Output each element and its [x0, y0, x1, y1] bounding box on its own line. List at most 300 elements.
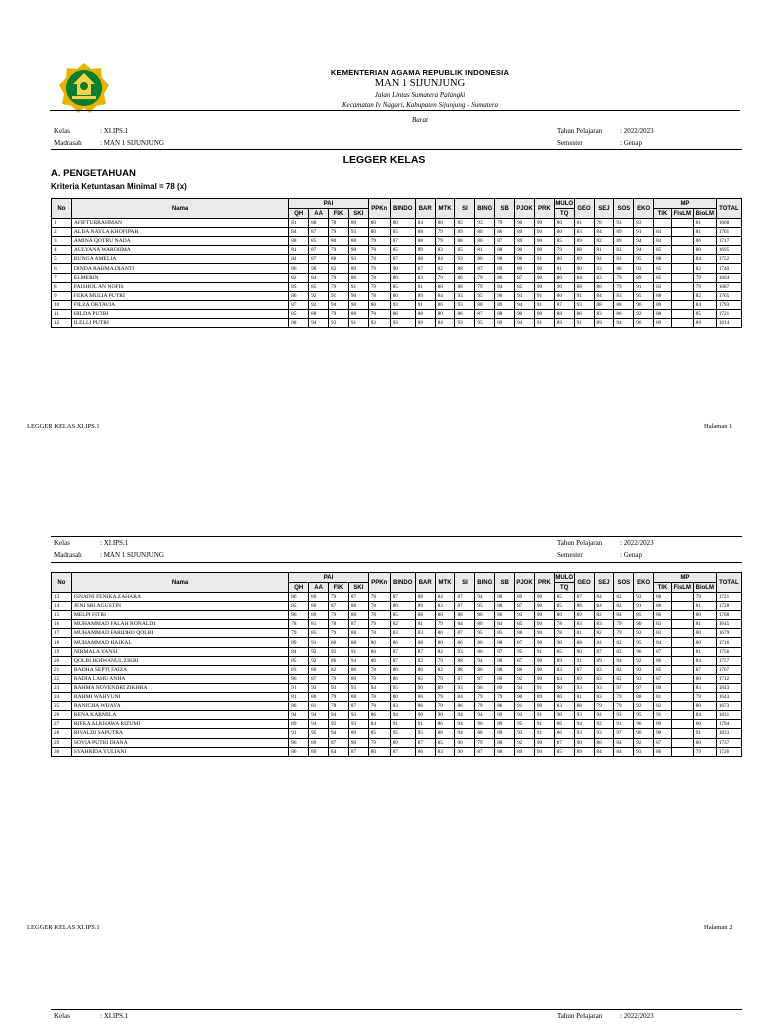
cell-score: 96: [634, 319, 654, 328]
cell-score: 91: [614, 720, 634, 729]
cell-score: 95: [475, 602, 495, 611]
cell-score: 79: [329, 693, 349, 702]
cell-score: 91: [634, 282, 654, 291]
cell-score: 1831: [716, 711, 741, 720]
cell-score: 84: [594, 593, 614, 602]
cell-score: 84: [368, 720, 390, 729]
col-header-ski: SKI: [348, 209, 368, 219]
cell-score: 87: [475, 747, 495, 756]
cell-nama: RADIA LAHU ANHA: [71, 674, 288, 683]
cell-score: 88: [495, 638, 515, 647]
cell-score: 90: [534, 611, 554, 620]
cell-score: 79: [329, 674, 349, 683]
cell-score: 86: [614, 309, 634, 318]
cell-score: 79: [435, 273, 455, 282]
cell-score: 87: [289, 300, 309, 309]
cell-score: 84: [309, 273, 329, 282]
legger-table-page-2: [51, 572, 742, 757]
cell-score: 89: [515, 747, 535, 756]
cell-score: 87: [495, 647, 515, 656]
cell-score: 86: [455, 638, 475, 647]
cell-score: 80: [368, 638, 390, 647]
cell-score: 80: [390, 291, 415, 300]
cell-score: 79: [329, 611, 349, 620]
col-header-mulo: MULO: [555, 574, 574, 581]
cell-score: 81: [574, 693, 594, 702]
cell-score: 88: [495, 665, 515, 674]
cell-score: 85: [693, 309, 716, 318]
cell-score: 93: [329, 647, 349, 656]
cell-score: 94: [515, 300, 535, 309]
cell-score: 90: [348, 291, 368, 300]
cell-score: 88: [495, 747, 515, 756]
col-header-qh: QH: [289, 583, 309, 593]
cell-score: 90: [534, 219, 554, 228]
cell-score: 86: [475, 611, 495, 620]
cell-score: 88: [455, 656, 475, 665]
col-header-ski: SKI: [348, 583, 368, 593]
semester-value-p2: : Genap: [620, 551, 642, 559]
cell-score: [671, 300, 693, 309]
cell-score: 81: [693, 219, 716, 228]
col-header-qh: QH: [289, 209, 309, 219]
table-row: [52, 246, 742, 255]
cell-score: 89: [693, 319, 716, 328]
cell-score: [671, 711, 693, 720]
cell-score: 80: [554, 611, 574, 620]
col-header-ppkn: PPKn: [368, 573, 390, 593]
cell-score: 93: [634, 593, 654, 602]
cell-score: 1721: [716, 309, 741, 318]
cell-score: 78: [368, 693, 390, 702]
table-row: [52, 702, 742, 711]
cell-score: 93: [329, 319, 349, 328]
cell-score: 94: [614, 319, 634, 328]
cell-score: 78: [594, 219, 614, 228]
cell-score: 85: [554, 747, 574, 756]
cell-score: 81: [289, 693, 309, 702]
cell-score: 86: [475, 665, 495, 674]
cell-score: 90: [390, 264, 415, 273]
cell-score: 86: [348, 665, 368, 674]
cell-no: 7: [52, 273, 72, 282]
cell-score: 93: [390, 319, 415, 328]
cell-nama: ELMERIN: [71, 273, 288, 282]
cell-score: 80: [309, 693, 329, 702]
cell-score: [671, 720, 693, 729]
cell-score: 89: [289, 638, 309, 647]
cell-score: 81: [475, 246, 495, 255]
table-row: [52, 291, 742, 300]
cell-score: 95: [475, 629, 495, 638]
cell-score: 90: [455, 738, 475, 747]
cell-score: 78: [368, 273, 390, 282]
cell-score: 86: [475, 647, 495, 656]
cell-score: 85: [435, 738, 455, 747]
cell-score: [671, 319, 693, 328]
cell-score: 94: [634, 246, 654, 255]
cell-nama: RENA KARMILA: [71, 711, 288, 720]
cell-score: 79: [435, 228, 455, 237]
cell-score: 79: [614, 620, 634, 629]
cell-score: 81: [554, 264, 574, 273]
cell-score: 85: [654, 273, 672, 282]
cell-no: 29: [52, 738, 72, 747]
kelas-value-p3: : XI.IPS.1: [100, 1012, 129, 1020]
cell-score: 79: [368, 738, 390, 747]
cell-score: 1793: [716, 300, 741, 309]
cell-score: 87: [348, 702, 368, 711]
cell-score: 80: [368, 219, 390, 228]
cell-score: 83: [594, 665, 614, 674]
cell-score: 92: [634, 656, 654, 665]
cell-score: 93: [455, 319, 475, 328]
col-header-fik: FIK: [329, 209, 349, 219]
cell-score: 84: [594, 602, 614, 611]
cell-score: [671, 309, 693, 318]
cell-score: 79: [329, 273, 349, 282]
cell-score: 91: [329, 291, 349, 300]
table-row: [52, 219, 742, 228]
cell-score: 90: [534, 237, 554, 246]
cell-score: 83: [594, 620, 614, 629]
cell-score: 86: [455, 702, 475, 711]
cell-score: 94: [329, 711, 349, 720]
cell-score: 95: [515, 647, 535, 656]
col-header-total: TOTAL: [716, 573, 741, 593]
cell-score: 91: [289, 729, 309, 738]
cell-score: 89: [574, 747, 594, 756]
cell-score: 89: [515, 593, 535, 602]
cell-score: 88: [455, 665, 475, 674]
cell-score: 84: [693, 711, 716, 720]
cell-score: 91: [515, 702, 535, 711]
cell-score: 93: [455, 255, 475, 264]
cell-score: 88: [348, 602, 368, 611]
cell-score: 80: [693, 246, 716, 255]
cell-score: 88: [415, 593, 435, 602]
table-row: [52, 602, 742, 611]
cell-score: [671, 291, 693, 300]
cell-score: 93: [455, 291, 475, 300]
tahun-value-p3: : 2022/2023: [620, 1012, 654, 1020]
cell-score: 90: [534, 656, 554, 665]
cell-score: 88: [515, 629, 535, 638]
col-header-total: TOTAL: [716, 199, 741, 219]
cell-score: 84: [415, 219, 435, 228]
table-row: [52, 237, 742, 246]
cell-no: 9: [52, 291, 72, 300]
cell-score: 84: [435, 319, 455, 328]
cell-score: 87: [654, 738, 672, 747]
cell-score: 79: [435, 674, 455, 683]
cell-score: [654, 219, 672, 228]
cell-score: 79: [435, 237, 455, 246]
cell-no: 23: [52, 683, 72, 692]
cell-score: 89: [495, 674, 515, 683]
cell-score: 80: [368, 300, 390, 309]
table-row: [52, 228, 742, 237]
col-header-fislm: FisLM: [671, 583, 693, 593]
cell-score: 86: [554, 720, 574, 729]
cell-score: 82: [435, 264, 455, 273]
cell-score: 1708: [716, 611, 741, 620]
col-header-tik: TIK: [654, 209, 672, 219]
cell-score: 90: [574, 264, 594, 273]
cell-score: 84: [693, 255, 716, 264]
cell-score: 87: [390, 647, 415, 656]
cell-score: 83: [554, 702, 574, 711]
cell-score: 93: [614, 711, 634, 720]
cell-score: 87: [495, 237, 515, 246]
col-header-sej: SEJ: [594, 199, 614, 219]
table-row: [52, 611, 742, 620]
cell-score: 86: [495, 702, 515, 711]
cell-score: 90: [415, 683, 435, 692]
cell-score: 86: [348, 273, 368, 282]
cell-score: 80: [475, 255, 495, 264]
table-row: [52, 665, 742, 674]
cell-no: 3: [52, 237, 72, 246]
footer-page-number: Halaman 1: [704, 423, 733, 430]
cell-score: 82: [594, 611, 614, 620]
cell-score: 94: [515, 683, 535, 692]
cell-score: 82: [329, 665, 349, 674]
page-title: LEGGER KELAS: [342, 154, 426, 166]
cell-score: [671, 665, 693, 674]
cell-score: 87: [594, 647, 614, 656]
cell-score: 79: [329, 282, 349, 291]
cell-score: [671, 702, 693, 711]
cell-no: 21: [52, 665, 72, 674]
cell-score: 90: [309, 264, 329, 273]
table-row: [52, 738, 742, 747]
madrasah-label-p2: Madrasah: [54, 551, 82, 559]
cell-score: 79: [614, 693, 634, 702]
cell-score: 79: [693, 747, 716, 756]
cell-score: 1721: [716, 593, 741, 602]
cell-no: 25: [52, 702, 72, 711]
cell-score: 85: [654, 665, 672, 674]
kkm-note: Kriteria Ketuntasan Minimal = 78 (x): [51, 182, 187, 191]
cell-nama: ILELLI PUTRI: [71, 319, 288, 328]
col-header-geo: GEO: [574, 573, 594, 593]
cell-score: 93: [348, 228, 368, 237]
cell-nama: FAISHOL AN NOFIS: [71, 282, 288, 291]
tahun-label-p2: Tahun Pelajaran: [557, 539, 603, 547]
cell-score: 80: [693, 674, 716, 683]
cell-score: 87: [574, 593, 594, 602]
cell-score: 93: [455, 647, 475, 656]
cell-score: 81: [654, 693, 672, 702]
cell-score: 85: [455, 219, 475, 228]
cell-no: 27: [52, 720, 72, 729]
cell-score: 79: [475, 738, 495, 747]
cell-score: 90: [534, 747, 554, 756]
cell-score: 96: [634, 647, 654, 656]
cell-score: 86: [515, 665, 535, 674]
cell-score: 79: [368, 237, 390, 246]
cell-score: 88: [435, 729, 455, 738]
legger-table-page-1: [51, 198, 742, 328]
cell-score: 80: [309, 219, 329, 228]
cell-score: 90: [515, 309, 535, 318]
cell-score: 87: [390, 593, 415, 602]
cell-score: 91: [534, 729, 554, 738]
cell-score: 60: [693, 720, 716, 729]
cell-score: 91: [534, 647, 554, 656]
cell-score: 93: [614, 219, 634, 228]
cell-score: 88: [348, 638, 368, 647]
cell-score: 92: [515, 674, 535, 683]
cell-score: 94: [329, 300, 349, 309]
cell-score: 95: [475, 319, 495, 328]
semester-label: Semester: [557, 139, 583, 147]
cell-nama: AFIFTURRAHMAN: [71, 219, 288, 228]
cell-score: [671, 593, 693, 602]
cell-nama: RIFKA ALKHAWA RIZUMI: [71, 720, 288, 729]
cell-score: 78: [554, 620, 574, 629]
cell-score: 88: [348, 309, 368, 318]
cell-score: 86: [495, 611, 515, 620]
cell-score: 80: [693, 638, 716, 647]
cell-score: 88: [574, 246, 594, 255]
cell-score: 94: [455, 711, 475, 720]
cell-score: 87: [455, 593, 475, 602]
cell-nama: AULYANA WAROHMA: [71, 246, 288, 255]
kelas-label-p2: Kelas: [54, 539, 70, 547]
cell-score: 78: [368, 629, 390, 638]
col-header-bindo: BINDO: [390, 199, 415, 219]
cell-score: 94: [475, 656, 495, 665]
cell-score: 97: [634, 683, 654, 692]
cell-no: 18: [52, 638, 72, 647]
cell-score: 86: [390, 309, 415, 318]
cell-score: 88: [574, 602, 594, 611]
cell-score: 83: [614, 255, 634, 264]
cell-score: 82: [614, 246, 634, 255]
cell-score: 92: [309, 647, 329, 656]
table-row: [52, 683, 742, 692]
cell-score: 85: [390, 246, 415, 255]
cell-score: 84: [614, 738, 634, 747]
cell-score: 94: [348, 656, 368, 665]
cell-nama: AMINA QOTRU NADA: [71, 237, 288, 246]
cell-score: 93: [455, 300, 475, 309]
cell-score: 94: [390, 711, 415, 720]
cell-score: 84: [495, 620, 515, 629]
cell-score: 79: [495, 219, 515, 228]
cell-score: 1737: [716, 738, 741, 747]
cell-score: 93: [309, 683, 329, 692]
cell-score: 81: [415, 282, 435, 291]
cell-score: 87: [693, 665, 716, 674]
cell-score: [671, 611, 693, 620]
cell-score: 87: [654, 647, 672, 656]
cell-score: 89: [348, 219, 368, 228]
cell-score: 91: [534, 683, 554, 692]
semester-label-p2: Semester: [557, 551, 583, 559]
cell-score: 84: [435, 255, 455, 264]
col-header-sos: SOS: [614, 573, 634, 593]
cell-score: 90: [515, 219, 535, 228]
cell-score: 85: [515, 620, 535, 629]
table-row: [52, 656, 742, 665]
cell-score: 93: [348, 683, 368, 692]
cell-score: 86: [289, 291, 309, 300]
cell-score: 89: [348, 729, 368, 738]
cell-score: 90: [534, 246, 554, 255]
cell-score: 79: [693, 593, 716, 602]
cell-no: 8: [52, 282, 72, 291]
col-header-si: SI: [455, 199, 475, 219]
col-header-prk: PRK: [534, 573, 554, 593]
kemenag-logo-icon: [58, 62, 110, 114]
cell-score: 1833: [716, 729, 741, 738]
cell-nama: RADHA SEPTI FAIZA: [71, 665, 288, 674]
cell-score: 87: [348, 620, 368, 629]
cell-score: 82: [329, 264, 349, 273]
cell-nama: DINDA RAHMA DIANTI: [71, 264, 288, 273]
cell-score: 78: [289, 620, 309, 629]
cell-score: 79: [368, 264, 390, 273]
cell-score: 91: [289, 683, 309, 692]
table-row: [52, 747, 742, 756]
cell-score: 83: [654, 620, 672, 629]
cell-score: 82: [390, 620, 415, 629]
cell-score: 86: [289, 702, 309, 711]
cell-nama: MELPI FITRI: [71, 611, 288, 620]
cell-score: 79: [435, 702, 455, 711]
cell-score: 1752: [716, 255, 741, 264]
cell-score: 94: [309, 319, 329, 328]
cell-score: 88: [495, 738, 515, 747]
tahun-label-p3: Tahun Pelajaran: [557, 1012, 603, 1020]
cell-score: 79: [329, 629, 349, 638]
cell-score: 80: [435, 629, 455, 638]
col-header-fislm: FisLM: [671, 209, 693, 219]
table-row: [52, 674, 742, 683]
cell-score: 87: [329, 602, 349, 611]
cell-score: 88: [348, 693, 368, 702]
cell-score: 83: [614, 291, 634, 300]
cell-score: 80: [693, 611, 716, 620]
cell-score: 1794: [716, 720, 741, 729]
cell-score: [671, 237, 693, 246]
col-header-bar: BAR: [415, 199, 435, 219]
cell-score: 87: [515, 638, 535, 647]
col-header-prk: PRK: [534, 199, 554, 219]
cell-score: [671, 602, 693, 611]
cell-score: 89: [455, 228, 475, 237]
col-header-tq: TQ: [554, 209, 574, 219]
cell-score: 93: [574, 729, 594, 738]
cell-score: 79: [368, 620, 390, 629]
cell-score: 94: [594, 711, 614, 720]
cell-score: 88: [415, 237, 435, 246]
cell-score: 89: [574, 611, 594, 620]
cell-score: 85: [289, 602, 309, 611]
cell-nama: QOLBI IKHWANUL ZIKRI: [71, 656, 288, 665]
cell-no: 26: [52, 711, 72, 720]
cell-score: 85: [309, 282, 329, 291]
cell-score: 95: [634, 711, 654, 720]
cell-score: 84: [495, 282, 515, 291]
cell-score: 81: [415, 620, 435, 629]
cell-score: 89: [495, 720, 515, 729]
cell-score: 89: [309, 611, 329, 620]
cell-nama: RAHMI WAHYUNI: [71, 693, 288, 702]
